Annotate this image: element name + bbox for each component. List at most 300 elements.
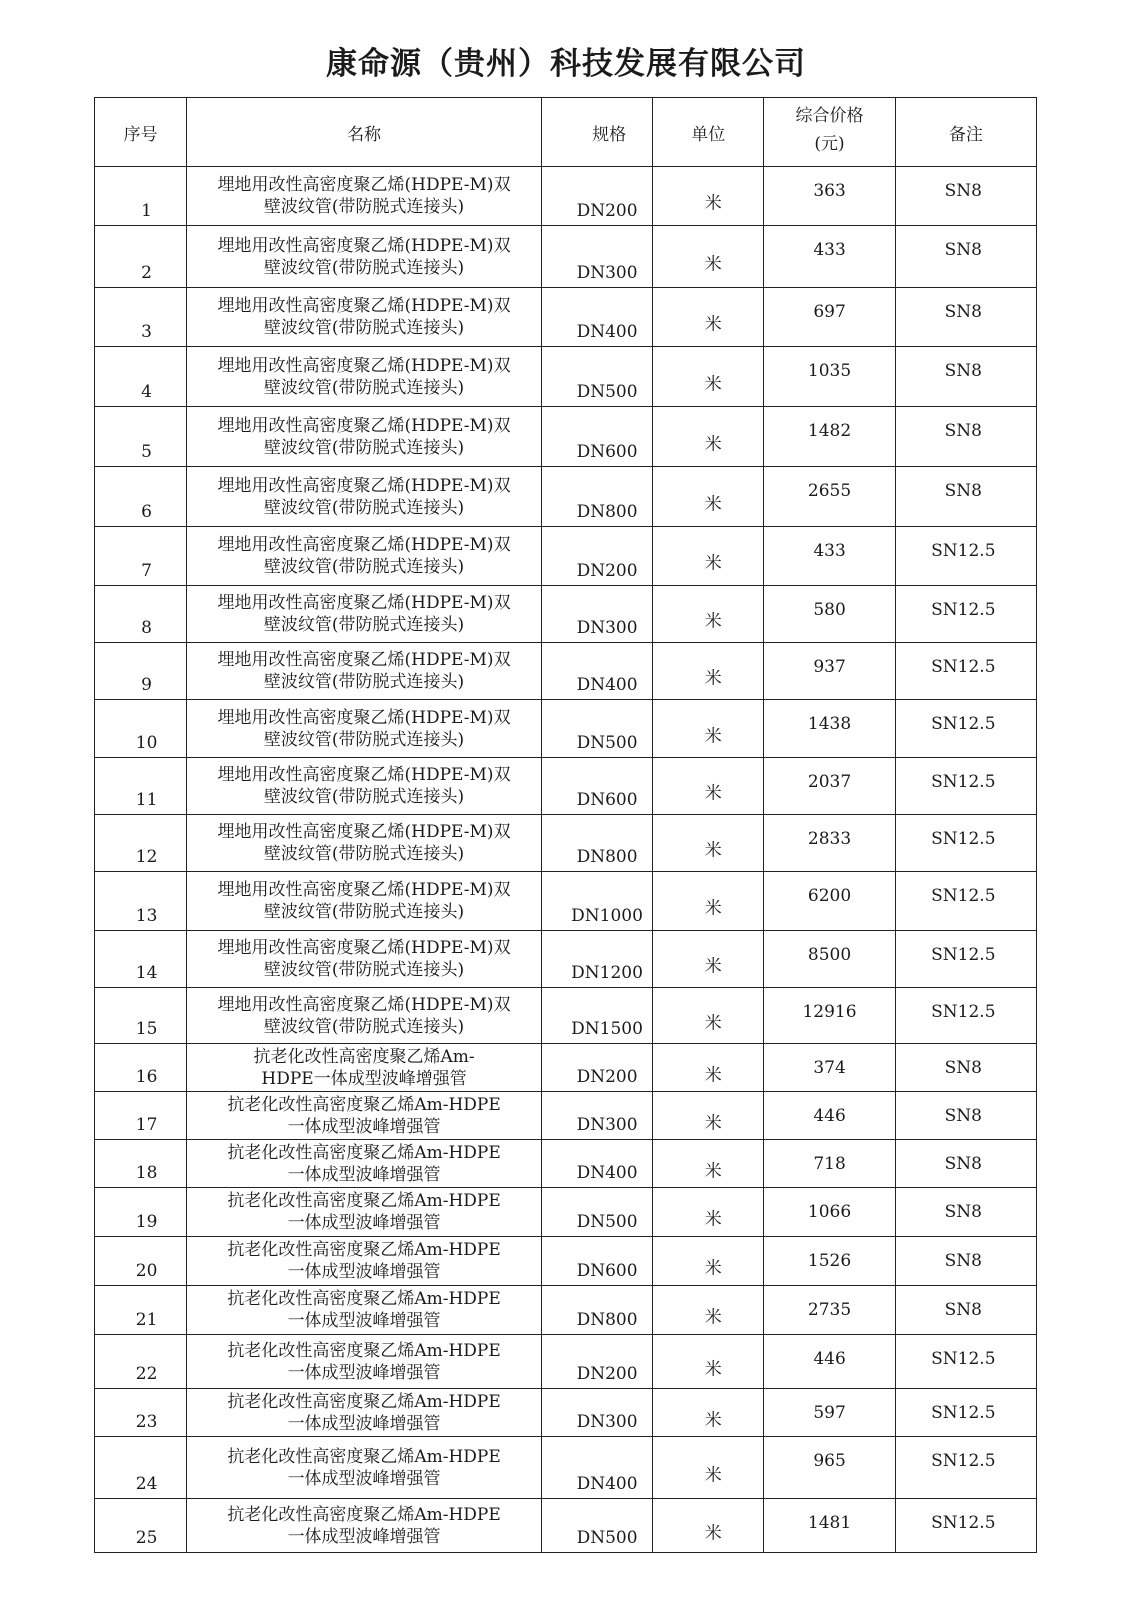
row-spec: DN1000 [571, 906, 643, 926]
row-no: 23 [135, 1412, 158, 1432]
table-row [95, 167, 1037, 226]
row-spec: DN800 [576, 502, 638, 522]
row-note-cell [895, 467, 1036, 527]
row-spec-cell [541, 1188, 652, 1237]
row-no-cell [95, 1499, 187, 1553]
row-note-cell [895, 1499, 1036, 1553]
row-unit-cell [653, 167, 764, 226]
row-spec-cell [541, 527, 652, 586]
row-no: 16 [135, 1067, 158, 1087]
row-no-cell [95, 226, 187, 288]
row-note-cell [895, 1389, 1036, 1437]
row-name-cell [187, 931, 542, 988]
row-unit-cell [653, 1499, 764, 1553]
row-name-line1: 埋地用改性高密度聚乙烯(HDPE-M)双 [217, 235, 511, 256]
row-name-cell [187, 988, 542, 1044]
row-note: SN8 [944, 1106, 982, 1126]
row-name-line2: 壁波纹管(带防脱式连接头) [263, 1016, 465, 1037]
row-price: 433 [813, 240, 846, 260]
row-name-cell [187, 758, 542, 815]
row-name-cell [187, 1188, 542, 1237]
row-name-cell [187, 1437, 542, 1499]
row-unit-cell [653, 1237, 764, 1286]
row-price: 718 [813, 1154, 846, 1174]
row-spec: DN400 [576, 1163, 638, 1183]
row-unit: 米 [704, 374, 722, 394]
row-note: SN8 [944, 240, 982, 260]
row-price: 2833 [807, 829, 852, 849]
row-note: SN8 [944, 1202, 982, 1222]
row-no-cell [95, 586, 187, 643]
row-name-line2: 壁波纹管(带防脱式连接头) [263, 257, 465, 278]
row-price: 6200 [807, 886, 852, 906]
row-note-cell [895, 226, 1036, 288]
row-spec-cell [541, 1286, 652, 1335]
row-spec-cell [541, 700, 652, 758]
row-price: 597 [813, 1403, 846, 1423]
row-name-cell [187, 643, 542, 700]
header-price: 综合价格 (元) [764, 98, 895, 167]
row-note: SN12.5 [931, 714, 996, 734]
table-row [95, 1389, 1037, 1437]
table-row [95, 1092, 1037, 1140]
row-price: 937 [813, 657, 846, 677]
row-unit-cell [653, 347, 764, 407]
row-note: SN12.5 [931, 541, 996, 561]
row-unit-cell [653, 1335, 764, 1389]
row-price: 1035 [807, 361, 852, 381]
row-name-line2: 壁波纹管(带防脱式连接头) [263, 377, 465, 398]
header-no: 序号 [95, 98, 187, 167]
row-price-cell [764, 1237, 895, 1286]
table-row [95, 988, 1037, 1044]
row-note: SN8 [944, 302, 982, 322]
row-note-cell [895, 407, 1036, 467]
table-row [95, 467, 1037, 527]
row-note: SN8 [944, 421, 982, 441]
row-price-cell [764, 347, 895, 407]
row-price-cell [764, 872, 895, 931]
row-note: SN12.5 [931, 886, 996, 906]
row-name-line2: 一体成型波峰增强管 [287, 1311, 441, 1331]
row-spec: DN200 [576, 561, 638, 581]
header-name: 名称 [187, 98, 542, 167]
row-name-line1: 埋地用改性高密度聚乙烯(HDPE-M)双 [217, 880, 511, 900]
row-price-cell [764, 758, 895, 815]
table-row [95, 758, 1037, 815]
row-spec: DN300 [576, 263, 638, 283]
row-unit: 米 [704, 1258, 722, 1279]
row-price-cell [764, 1286, 895, 1335]
row-name-cell [187, 1237, 542, 1286]
row-note-cell [895, 1140, 1036, 1188]
row-no-cell [95, 407, 187, 467]
row-price-cell [764, 643, 895, 700]
row-name-line2: 一体成型波峰增强管 [287, 1468, 441, 1489]
row-name-line2: 一体成型波峰增强管 [287, 1116, 441, 1137]
row-price-cell [764, 815, 895, 872]
row-no: 20 [135, 1261, 158, 1281]
row-spec-cell [541, 1499, 652, 1553]
header-spec: 规格 [541, 98, 652, 167]
row-spec: DN200 [576, 1067, 638, 1087]
row-unit-cell [653, 226, 764, 288]
row-unit: 米 [704, 726, 722, 746]
row-name-cell [187, 167, 542, 226]
row-note: SN12.5 [931, 945, 996, 965]
row-spec-cell [541, 1092, 652, 1140]
row-note-cell [895, 288, 1036, 347]
row-name-line2: 一体成型波峰增强管 [287, 1262, 441, 1282]
row-no: 17 [135, 1115, 158, 1135]
row-name-line2: 一体成型波峰增强管 [287, 1413, 441, 1434]
row-spec: DN1200 [571, 963, 643, 983]
row-spec-cell [541, 407, 652, 467]
row-spec: DN600 [576, 442, 638, 462]
row-unit: 米 [704, 1410, 722, 1430]
row-no-cell [95, 1092, 187, 1140]
row-name-cell [187, 700, 542, 758]
row-no: 8 [141, 618, 152, 638]
row-name-line1: 抗老化改性高密度聚乙烯Am-HDPE [227, 1142, 501, 1163]
row-note-cell [895, 1335, 1036, 1389]
row-no-cell [95, 527, 187, 586]
row-price: 965 [813, 1451, 846, 1471]
row-unit-cell [653, 467, 764, 527]
row-no: 3 [141, 322, 152, 342]
row-spec: DN500 [576, 1528, 638, 1548]
row-unit: 米 [704, 1113, 722, 1133]
row-no: 9 [141, 675, 152, 695]
row-price: 433 [813, 541, 846, 561]
row-no: 7 [141, 561, 152, 581]
row-unit-cell [653, 1286, 764, 1335]
row-spec: DN300 [576, 1412, 638, 1432]
row-note-cell [895, 1237, 1036, 1286]
row-no-cell [95, 931, 187, 988]
row-no: 12 [135, 847, 158, 867]
row-name-line2: 壁波纹管(带防脱式连接头) [263, 844, 465, 864]
page-title: 康命源（贵州）科技发展有限公司 [326, 46, 806, 82]
row-price: 12916 [802, 1002, 857, 1022]
row-spec-cell [541, 872, 652, 931]
row-price-cell [764, 527, 895, 586]
row-name-line1: 埋地用改性高密度聚乙烯(HDPE-M)双 [217, 415, 511, 436]
row-price-cell [764, 988, 895, 1044]
row-name-line1: 埋地用改性高密度聚乙烯(HDPE-M)双 [217, 593, 511, 613]
row-name-line2: 壁波纹管(带防脱式连接头) [263, 557, 465, 577]
row-unit-cell [653, 1140, 764, 1188]
row-name-line2: 壁波纹管(带防脱式连接头) [263, 729, 465, 750]
row-note: SN8 [944, 481, 982, 501]
row-spec: DN600 [576, 1261, 638, 1281]
row-name-line1: 抗老化改性高密度聚乙烯Am-HDPE [227, 1191, 501, 1211]
row-price-cell [764, 167, 895, 226]
row-unit: 米 [704, 611, 722, 632]
row-note: SN8 [944, 1251, 982, 1271]
row-spec-cell [541, 1044, 652, 1092]
row-unit: 米 [704, 1209, 722, 1230]
row-note-cell [895, 527, 1036, 586]
row-no-cell [95, 1335, 187, 1389]
row-unit: 米 [704, 1359, 722, 1379]
row-note-cell [895, 347, 1036, 407]
row-spec-cell [541, 1335, 652, 1389]
row-no-cell [95, 643, 187, 700]
table-row [95, 700, 1037, 758]
row-price: 1482 [807, 421, 852, 441]
row-name-line1: 抗老化改性高密度聚乙烯Am-HDPE [227, 1240, 501, 1260]
row-unit: 米 [704, 553, 722, 574]
row-name-cell [187, 1389, 542, 1437]
table-row [95, 586, 1037, 643]
row-note: SN8 [944, 361, 982, 381]
table-row [95, 1188, 1037, 1237]
table-row [95, 872, 1037, 931]
row-price: 374 [813, 1058, 846, 1078]
row-price: 697 [813, 302, 846, 322]
row-no-cell [95, 1437, 187, 1499]
row-spec: DN200 [576, 1364, 638, 1384]
row-note-cell [895, 167, 1036, 226]
row-name-line1: 埋地用改性高密度聚乙烯(HDPE-M)双 [217, 650, 511, 670]
row-name-line1: 埋地用改性高密度聚乙烯(HDPE-M)双 [217, 175, 511, 195]
row-price-cell [764, 1389, 895, 1437]
row-price-cell [764, 931, 895, 988]
row-note-cell [895, 700, 1036, 758]
row-unit-cell [653, 872, 764, 931]
row-name-cell [187, 226, 542, 288]
row-no-cell [95, 347, 187, 407]
row-spec-cell [541, 288, 652, 347]
row-price-cell [764, 467, 895, 527]
table-header-row [95, 98, 1037, 167]
row-no: 13 [135, 906, 158, 926]
row-spec: DN300 [576, 1115, 638, 1135]
row-no: 1 [141, 201, 152, 221]
row-name-line1: 埋地用改性高密度聚乙烯(HDPE-M)双 [217, 475, 511, 496]
row-unit-cell [653, 988, 764, 1044]
row-note: SN12.5 [931, 1002, 996, 1022]
table-row [95, 1499, 1037, 1553]
row-unit: 米 [704, 1065, 722, 1085]
table-row [95, 1335, 1037, 1389]
row-spec-cell [541, 931, 652, 988]
row-name-line1: 抗老化改性高密度聚乙烯Am- [253, 1046, 475, 1067]
row-note-cell [895, 758, 1036, 815]
row-spec: DN300 [576, 618, 638, 638]
row-no: 11 [135, 790, 158, 810]
row-name-cell [187, 467, 542, 527]
row-note-cell [895, 1044, 1036, 1092]
row-name-line1: 埋地用改性高密度聚乙烯(HDPE-M)双 [217, 296, 511, 316]
row-unit: 米 [704, 1465, 722, 1485]
row-unit-cell [653, 931, 764, 988]
row-price-cell [764, 1140, 895, 1188]
row-spec-cell [541, 347, 652, 407]
row-spec-cell [541, 643, 652, 700]
row-unit-cell [653, 700, 764, 758]
row-name-line1: 抗老化改性高密度聚乙烯Am-HDPE [227, 1446, 501, 1467]
row-no-cell [95, 1188, 187, 1237]
row-price: 2735 [807, 1300, 852, 1320]
row-note-cell [895, 1437, 1036, 1499]
row-name-line2: HDPE一体成型波峰增强管 [261, 1068, 467, 1089]
row-name-line2: 壁波纹管(带防脱式连接头) [263, 437, 465, 458]
row-no: 25 [135, 1528, 158, 1548]
row-spec-cell [541, 758, 652, 815]
row-price: 2655 [807, 481, 852, 501]
table-row [95, 931, 1037, 988]
row-note: SN12.5 [931, 772, 996, 792]
table-row [95, 1044, 1037, 1092]
row-name-line1: 埋地用改性高密度聚乙烯(HDPE-M)双 [217, 355, 511, 376]
row-name-cell [187, 1140, 542, 1188]
row-unit-cell [653, 758, 764, 815]
row-no-cell [95, 758, 187, 815]
row-no-cell [95, 1286, 187, 1335]
row-no-cell [95, 1140, 187, 1188]
row-name-cell [187, 407, 542, 467]
header-note: 备注 [895, 98, 1036, 167]
row-price-cell [764, 288, 895, 347]
row-price: 1481 [807, 1513, 852, 1533]
row-name-line1: 抗老化改性高密度聚乙烯Am-HDPE [227, 1391, 501, 1412]
row-no: 19 [135, 1212, 158, 1232]
table-row [95, 1286, 1037, 1335]
row-name-cell [187, 288, 542, 347]
row-unit: 米 [704, 956, 722, 977]
row-name-line2: 壁波纹管(带防脱式连接头) [263, 497, 465, 518]
row-name-line2: 壁波纹管(带防脱式连接头) [263, 672, 465, 692]
row-price: 1526 [807, 1251, 852, 1271]
row-no-cell [95, 700, 187, 758]
row-name-line1: 埋地用改性高密度聚乙烯(HDPE-M)双 [217, 765, 511, 785]
row-name-cell [187, 1335, 542, 1389]
row-no: 2 [141, 263, 152, 283]
row-spec: DN800 [576, 1310, 638, 1330]
row-spec: DN800 [576, 847, 638, 867]
row-price: 446 [813, 1349, 846, 1369]
row-unit-cell [653, 1044, 764, 1092]
row-spec-cell [541, 1237, 652, 1286]
row-price: 1438 [807, 714, 852, 734]
row-unit: 米 [704, 668, 722, 689]
row-name-line2: 一体成型波峰增强管 [287, 1362, 441, 1383]
row-note: SN12.5 [931, 1403, 996, 1423]
row-spec-cell [541, 988, 652, 1044]
row-no-cell [95, 988, 187, 1044]
row-unit: 米 [704, 314, 722, 335]
row-name-line2: 壁波纹管(带防脱式连接头) [263, 787, 465, 807]
row-no: 22 [135, 1364, 158, 1384]
row-no: 10 [135, 733, 158, 753]
row-no: 4 [141, 382, 152, 402]
row-name-cell [187, 1092, 542, 1140]
row-spec: DN200 [576, 201, 638, 221]
row-note-cell [895, 872, 1036, 931]
row-price: 2037 [807, 772, 852, 792]
row-spec: DN1500 [571, 1019, 643, 1039]
row-name-cell [187, 527, 542, 586]
row-unit-cell [653, 1188, 764, 1237]
row-unit: 米 [704, 898, 722, 919]
row-price-cell [764, 700, 895, 758]
row-unit: 米 [704, 1013, 722, 1033]
row-unit-cell [653, 815, 764, 872]
row-spec-cell [541, 1437, 652, 1499]
price-table [94, 97, 1037, 1553]
row-note-cell [895, 643, 1036, 700]
row-unit: 米 [704, 1307, 722, 1328]
table-row [95, 815, 1037, 872]
row-no-cell [95, 1044, 187, 1092]
table-row [95, 226, 1037, 288]
row-note-cell [895, 815, 1036, 872]
row-spec-cell [541, 1140, 652, 1188]
row-price-cell [764, 1499, 895, 1553]
row-note-cell [895, 1092, 1036, 1140]
row-unit: 米 [704, 434, 722, 454]
row-note: SN12.5 [931, 1513, 996, 1533]
row-no-cell [95, 1237, 187, 1286]
table-row [95, 347, 1037, 407]
row-name-line2: 壁波纹管(带防脱式连接头) [263, 318, 465, 338]
table-row [95, 1140, 1037, 1188]
row-no-cell [95, 815, 187, 872]
row-price: 446 [813, 1106, 846, 1126]
row-unit: 米 [704, 1523, 722, 1543]
row-name-line1: 埋地用改性高密度聚乙烯(HDPE-M)双 [217, 535, 511, 555]
row-price: 363 [813, 181, 846, 201]
row-price-cell [764, 226, 895, 288]
row-note: SN8 [944, 1154, 982, 1174]
row-spec-cell [541, 586, 652, 643]
row-unit-cell [653, 407, 764, 467]
row-note: SN12.5 [931, 600, 996, 620]
row-no: 21 [135, 1310, 158, 1330]
row-name-line1: 抗老化改性高密度聚乙烯Am-HDPE [227, 1340, 501, 1361]
row-name-line2: 一体成型波峰增强管 [287, 1164, 441, 1185]
row-spec: DN500 [576, 1212, 638, 1232]
row-no: 5 [141, 442, 152, 462]
row-name-line1: 埋地用改性高密度聚乙烯(HDPE-M)双 [217, 707, 511, 728]
row-name-cell [187, 1499, 542, 1553]
row-unit: 米 [704, 783, 722, 804]
row-spec: DN400 [576, 1474, 638, 1494]
row-note: SN12.5 [931, 1349, 996, 1369]
header-unit: 单位 [653, 98, 764, 167]
row-unit: 米 [704, 494, 722, 514]
row-no-cell [95, 167, 187, 226]
row-spec-cell [541, 815, 652, 872]
row-spec: DN500 [576, 382, 638, 402]
row-spec: DN400 [576, 322, 638, 342]
row-note-cell [895, 1188, 1036, 1237]
row-no: 24 [135, 1474, 158, 1494]
row-spec-cell [541, 226, 652, 288]
row-no-cell [95, 288, 187, 347]
row-name-line2: 壁波纹管(带防脱式连接头) [263, 615, 465, 635]
table-row [95, 407, 1037, 467]
row-name-line1: 埋地用改性高密度聚乙烯(HDPE-M)双 [217, 994, 511, 1015]
row-note-cell [895, 1286, 1036, 1335]
row-price: 1066 [807, 1202, 852, 1222]
row-price-cell [764, 1335, 895, 1389]
row-price: 580 [813, 600, 846, 620]
row-name-line1: 抗老化改性高密度聚乙烯Am-HDPE [227, 1289, 501, 1309]
row-spec-cell [541, 167, 652, 226]
